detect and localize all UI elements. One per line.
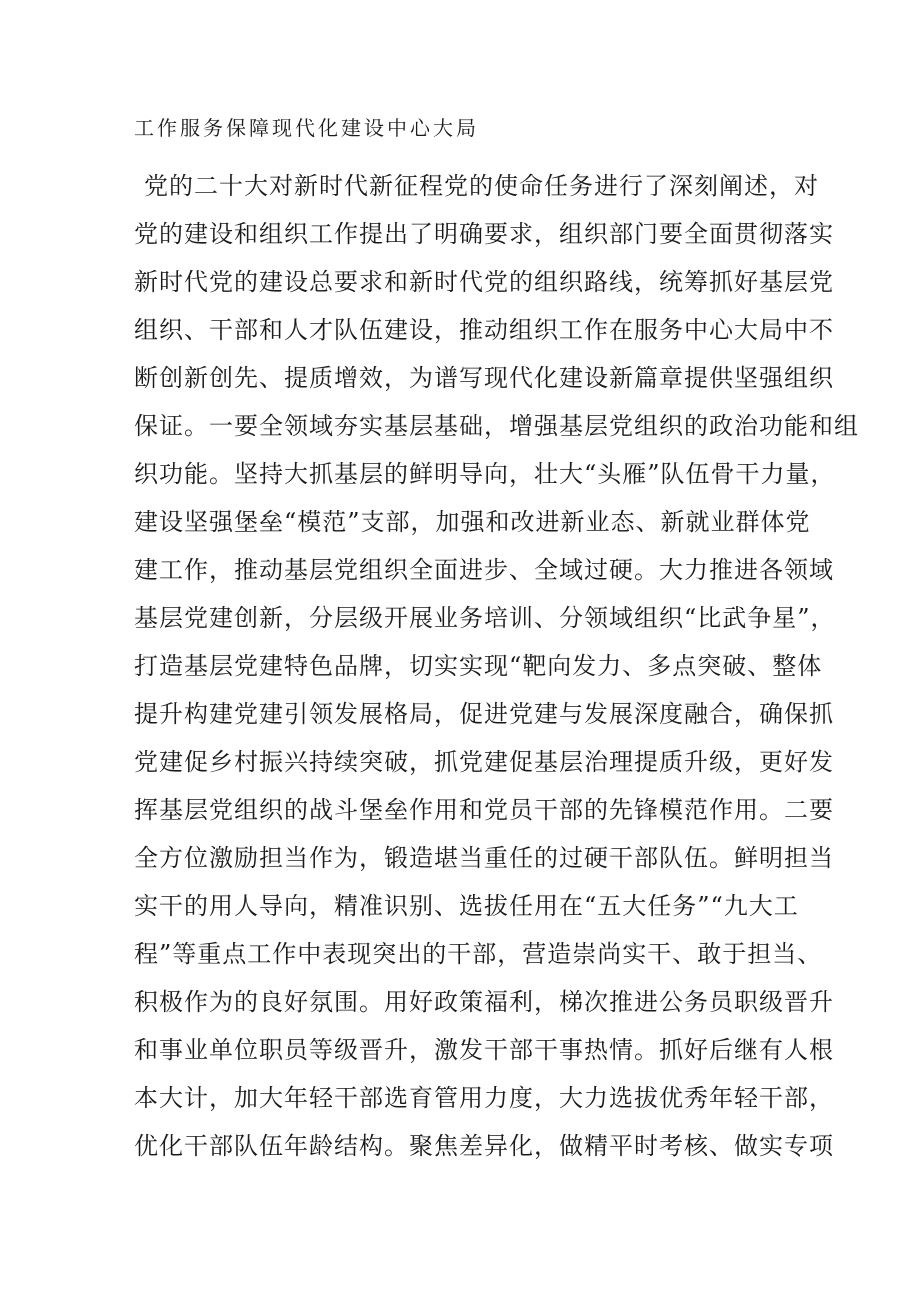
body-line: 程”等重点工作中表现突出的干部，营造崇尚实干、敢于担当、	[134, 940, 823, 968]
body-line: 断创新创先、提质增效，为谱写现代化建设新篇章提供坚强组织	[134, 364, 834, 392]
body-line: 党的二十大对新时代新征程党的使命任务进行了深刻阐述，对	[144, 172, 819, 200]
body-line: 实干的用人导向，精准识别、选拔任用在“五大任务”“九大工	[134, 892, 799, 920]
body-line: 组织、干部和人才队伍建设，推动组织工作在服务中心大局中不	[134, 316, 834, 344]
body-line: 建工作，推动基层党组织全面进步、全域过硬。大力推进各领域	[134, 556, 834, 584]
body-line: 基层党建创新，分层级开展业务培训、分领域组织“比武争星”，	[134, 604, 836, 632]
body-line: 新时代党的建设总要求和新时代党的组织路线，统筹抓好基层党	[134, 268, 834, 296]
body-line: 党建促乡村振兴持续突破，抓党建促基层治理提质升级，更好发	[134, 748, 834, 776]
body-line: 建设坚强堡垒“模范”支部，加强和改进新业态、新就业群体党	[134, 508, 811, 536]
body-line: 挥基层党组织的战斗堡垒作用和党员干部的先锋模范作用。二要	[134, 796, 834, 824]
document-body	[134, 162, 859, 1170]
body-line: 和事业单位职员等级晋升，激发干部干事热情。抓好后继有人根	[134, 1036, 834, 1064]
body-line: 党的建设和组织工作提出了明确要求，组织部门要全面贯彻落实	[134, 220, 834, 248]
body-line: 积极作为的良好氛围。用好政策福利，梯次推进公务员职级晋升	[134, 988, 834, 1016]
body-line: 全方位激励担当作为，锻造堪当重任的过硬干部队伍。鲜明担当	[134, 844, 834, 872]
body-line: 保证。一要全领域夯实基层基础，增强基层党组织的政治功能和组	[134, 412, 859, 440]
body-line: 提升构建党建引领发展格局，促进党建与发展深度融合，确保抓	[134, 700, 834, 728]
body-line: 打造基层党建特色品牌，切实实现“靶向发力、多点突破、整体	[134, 652, 823, 680]
body-line: 优化干部队伍年龄结构。聚焦差异化，做精平时考核、做实专项	[134, 1132, 834, 1160]
document-title-line: 工作服务保障现代化建设中心大局	[134, 116, 479, 140]
body-line: 织功能。坚持大抓基层的鲜明导向，壮大“头雁”队伍骨干力量，	[134, 460, 836, 488]
body-line: 本大计，加大年轻干部选育管用力度，大力选拔优秀年轻干部，	[134, 1084, 834, 1112]
